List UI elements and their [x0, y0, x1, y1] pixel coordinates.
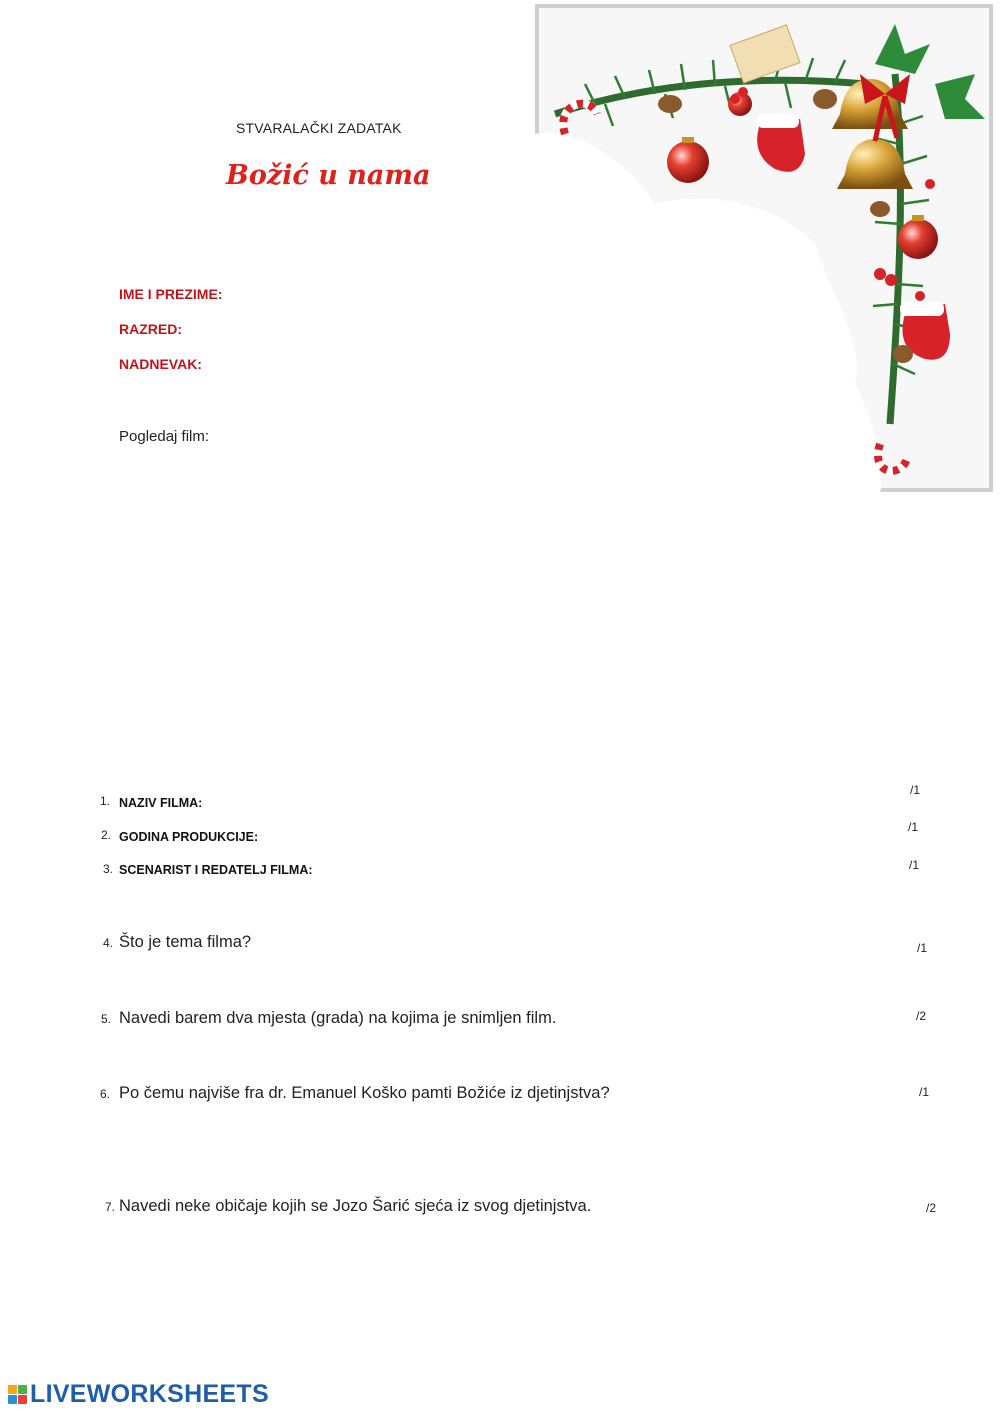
question-5-points: /2	[916, 1009, 927, 1023]
question-6-number: 6.	[100, 1087, 111, 1101]
worksheet-title: Božić u nama	[226, 160, 431, 191]
question-7-text: Navedi neke običaje kojih se Jozo Šarić sjeća iz svog djetinjstva.	[119, 1197, 592, 1215]
question-5-text: Navedi barem dva mjesta (grada) na kojima je snimljen film.	[119, 1009, 557, 1027]
question-5-number: 5.	[101, 1012, 112, 1026]
question-6-points: /1	[919, 1085, 930, 1099]
question-2-text: GODINA PRODUKCIJE:	[119, 830, 259, 844]
logo-blocks-icon	[8, 1385, 27, 1404]
question-4-number: 4.	[103, 936, 114, 950]
question-4-text: Što je tema filma?	[119, 933, 252, 951]
liveworksheets-logo	[8, 1380, 269, 1409]
name-field-label: IME I PREZIME:	[119, 286, 223, 302]
question-3-number: 3.	[103, 862, 114, 876]
question-1-text: NAZIV FILMA:	[119, 796, 203, 810]
question-1-points: /1	[910, 783, 921, 797]
date-field-label: NADNEVAK:	[119, 356, 202, 372]
christmas-garland-corner-icon	[535, 4, 995, 494]
question-3-points: /1	[909, 858, 920, 872]
intro-text: Pogledaj film:	[119, 428, 210, 445]
question-6-text: Po čemu najviše fra dr. Emanuel Koško pamti Božiće iz djetinjstva?	[119, 1084, 610, 1102]
question-2-points: /1	[908, 820, 919, 834]
question-1-number: 1.	[100, 794, 111, 808]
question-7-points: /2	[926, 1201, 937, 1215]
logo-text: LIVEWORKSHEETS	[30, 1380, 269, 1408]
question-2-number: 2.	[101, 828, 112, 842]
question-7-number: 7.	[105, 1200, 116, 1214]
question-4-points: /1	[917, 941, 928, 955]
class-field-label: RAZRED:	[119, 321, 182, 337]
worksheet-kicker: STVARALAČKI ZADATAK	[236, 120, 402, 136]
question-3-text: SCENARIST I REDATELJ FILMA:	[119, 863, 313, 877]
